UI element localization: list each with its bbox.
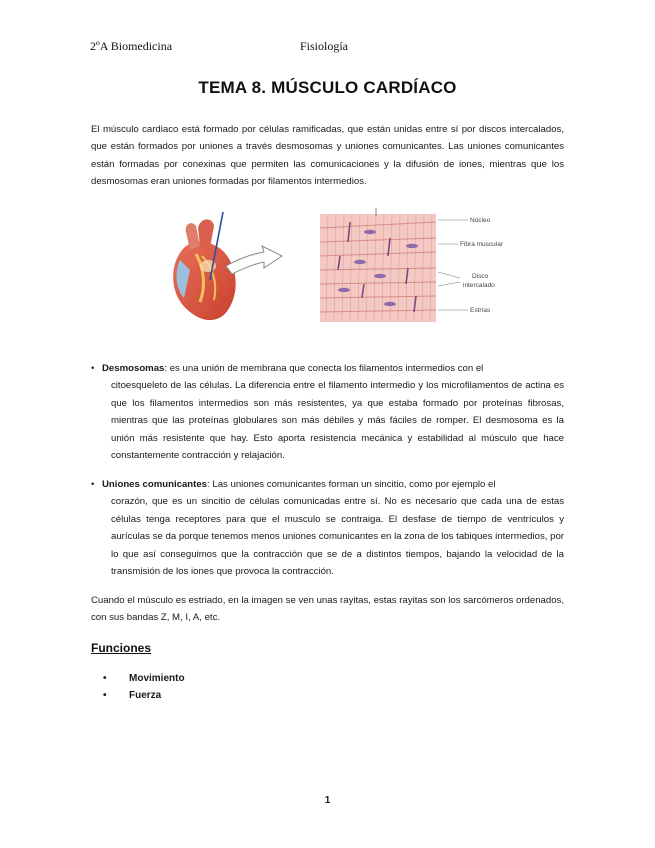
- label-nucleo: Núcleo: [470, 217, 491, 224]
- bullet-desmosomas: [91, 360, 564, 464]
- bullet-dot-icon: •: [103, 673, 107, 684]
- bullet-body: corazón, que es un sincitio de células comunicadas entre sí. No es necesario que cada una de estas células tenga receptores para que el musculo se contraiga. El desfase de tiempo de ventrículos y aurículas se da porque tenemos menos uniones comunicantes en la zona de los tabiques intermedios, por lo que así conseguimos que la contracción que se de a distintos tiempos, bajando la velocidad de la transmisión de los iones que provoca la contracción.: [111, 496, 564, 578]
- bullet-dot-icon: •: [91, 479, 95, 490]
- label-fibra-muscular: Fibra muscular: [460, 241, 503, 248]
- header-subject: Fisiología: [300, 39, 349, 53]
- label-intercalado: intercalado: [463, 282, 495, 289]
- final-paragraph: Cuando el músculo es estriado, en la imagen se ven unas rayitas, estas rayitas son los sarcómeros ordenados, con sus bandas Z, M, I, A, etc.: [91, 595, 565, 624]
- bullet-uniones-comunicantes: [91, 476, 564, 580]
- label-estrias: Estrías: [470, 307, 491, 314]
- bullet-dot-icon: •: [91, 363, 95, 374]
- bullet-first-line: : es una unión de membrana que conecta los filamentos intermedios con el: [164, 363, 484, 374]
- heart-illustration: [160, 210, 290, 330]
- list-item-label: Fuerza: [129, 690, 162, 701]
- section-title-funciones: Funciones: [91, 641, 152, 655]
- bullet-dot-icon: •: [103, 690, 107, 701]
- page-title: TEMA 8. MÚSCULO CARDÍACO: [198, 78, 457, 97]
- intro-paragraph: El músculo cardiaco está formado por células ramificadas, que están unidas entre sí por discos intercalados, que están formados por uniones a través desmosomas y uniones comunicantes. Las uniones comunicantes están formadas por conexinas que permiten las comunicaciones y la difusión de iones, mientras que los desmosomas eran uniones formadas por filamentos intermedios.: [91, 124, 564, 188]
- term-uniones-comunicantes: Uniones comunicantes: [102, 479, 208, 490]
- label-disco: Disco: [472, 273, 489, 280]
- cardiac-muscle-illustration: [320, 208, 525, 326]
- page-number: 1: [324, 795, 331, 806]
- term-desmosomas: Desmosomas: [102, 363, 165, 374]
- header-course: 2ºA Biomedicina: [90, 39, 173, 53]
- bullet-body: citoesqueleto de las células. La diferencia entre el filamento intermedio y los microfilamentos de actina es que los filamentos intermedios son más resistentes, ya que estaba formado por proteínas fibrosas, mientras que las proteínas globulares son más débiles y más fáciles de romper. El desmosoma es la unión más resistente que hay. Esto aporta resistencia mecánica y estabilidad al músculo que hace constantemente contracción y relajación.: [111, 380, 564, 462]
- list-item-label: Movimiento: [129, 673, 185, 684]
- bullet-first-line: : Las uniones comunicantes forman un sincitio, como por ejemplo el: [207, 479, 496, 490]
